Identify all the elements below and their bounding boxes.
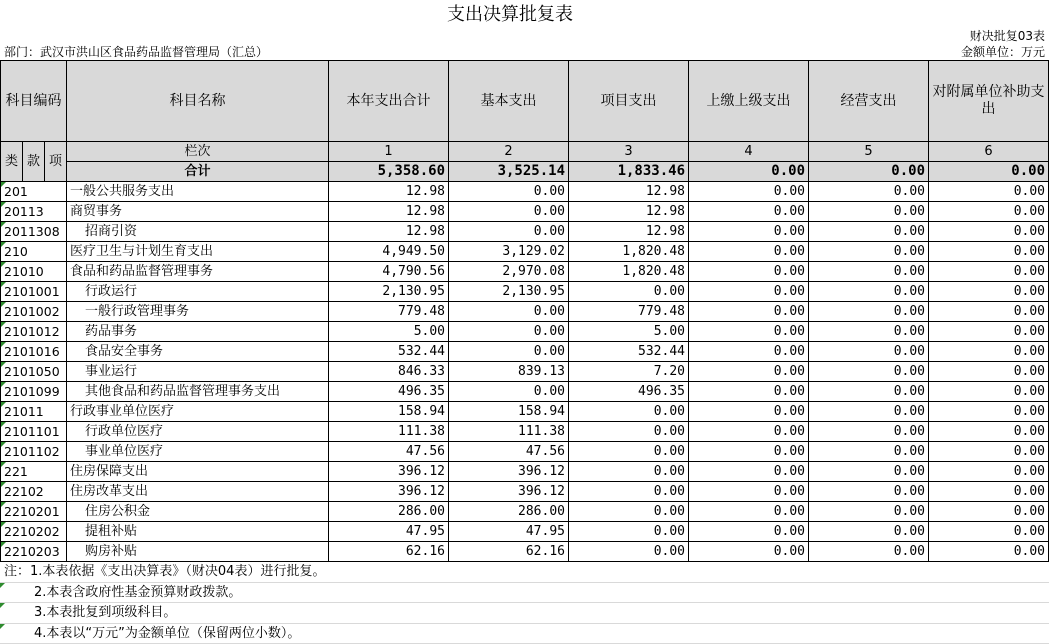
- row-value-5[interactable]: 0.00: [809, 342, 929, 362]
- row-value-6[interactable]: 0.00: [929, 322, 1049, 342]
- row-value-3[interactable]: 0.00: [569, 502, 689, 522]
- comment-marker: [0, 583, 5, 588]
- row-code-text: 2101099: [4, 384, 60, 399]
- row-name[interactable]: 一般公共服务支出: [67, 182, 329, 202]
- row-value-5[interactable]: 0.00: [809, 502, 929, 522]
- row-value-4[interactable]: 0.00: [689, 482, 809, 502]
- row-value-2[interactable]: 396.12: [449, 462, 569, 482]
- row-value-2[interactable]: 0.00: [449, 202, 569, 222]
- row-value-1[interactable]: 12.98: [329, 182, 449, 202]
- row-value-6[interactable]: 0.00: [929, 182, 1049, 202]
- row-name[interactable]: 行政单位医疗: [67, 422, 329, 442]
- row-name[interactable]: 行政运行: [67, 282, 329, 302]
- table-row: [1, 542, 1049, 562]
- note-1-text: 注：1.本表依据《支出决算表》（财决04表）进行批复。: [0, 562, 325, 582]
- row-code-text: 2101012: [4, 324, 60, 339]
- row-value-1[interactable]: 779.48: [329, 302, 449, 322]
- row-value-6[interactable]: 0.00: [929, 542, 1049, 562]
- row-value-5[interactable]: 0.00: [809, 322, 929, 342]
- comment-marker: [1, 362, 6, 367]
- row-value-2[interactable]: 0.00: [449, 322, 569, 342]
- row-value-5[interactable]: 0.00: [809, 222, 929, 242]
- row-code-text: 2101016: [4, 344, 60, 359]
- row-code-text: 2210203: [4, 544, 60, 559]
- row-value-6[interactable]: 0.00: [929, 442, 1049, 462]
- note-3-text: 3.本表批复到项级科目。: [0, 603, 176, 623]
- row-code[interactable]: [1, 542, 67, 562]
- col-number-3[interactable]: 3: [569, 142, 689, 162]
- total-value-1[interactable]: 5,358.60: [329, 162, 449, 182]
- row-code[interactable]: [1, 402, 67, 422]
- row-value-6[interactable]: 0.00: [929, 502, 1049, 522]
- row-name[interactable]: 其他食品和药品监督管理事务支出: [67, 382, 329, 402]
- row-name[interactable]: 食品和药品监督管理事务: [67, 262, 329, 282]
- row-value-3[interactable]: 12.98: [569, 182, 689, 202]
- row-value-3[interactable]: 5.00: [569, 322, 689, 342]
- unit-label: 金额单位：万元: [961, 44, 1045, 60]
- comment-marker: [1, 522, 6, 527]
- col-number-5[interactable]: 5: [809, 142, 929, 162]
- row-value-3[interactable]: 496.35: [569, 382, 689, 402]
- row-code[interactable]: [1, 362, 67, 382]
- row-value-3[interactable]: 12.98: [569, 222, 689, 242]
- comment-marker: [1, 342, 6, 347]
- table-row: [1, 302, 1049, 322]
- row-value-5[interactable]: 0.00: [809, 382, 929, 402]
- note-2-text: 2.本表含政府性基金预算财政拨款。: [0, 583, 241, 603]
- row-value-4[interactable]: 0.00: [689, 422, 809, 442]
- row-value-1[interactable]: 4,790.56: [329, 262, 449, 282]
- table-row: [1, 362, 1049, 382]
- row-value-4[interactable]: 0.00: [689, 342, 809, 362]
- table-title: 支出决算批复表: [0, 0, 1020, 30]
- row-value-4[interactable]: 0.00: [689, 362, 809, 382]
- row-code-text: 2101050: [4, 364, 60, 379]
- row-name[interactable]: 一般行政管理事务: [67, 302, 329, 322]
- row-code-text: 2101002: [4, 304, 60, 319]
- row-value-4[interactable]: 0.00: [689, 242, 809, 262]
- table-row: [1, 202, 1049, 222]
- total-value-3[interactable]: 1,833.46: [569, 162, 689, 182]
- total-label[interactable]: 合计: [67, 162, 329, 182]
- row-code-text: 21010: [4, 264, 44, 279]
- row-value-2[interactable]: 2,970.08: [449, 262, 569, 282]
- row-code-text: 2101102: [4, 444, 60, 459]
- comment-marker: [1, 502, 6, 507]
- total-value-6[interactable]: 0.00: [929, 162, 1049, 182]
- row-value-1[interactable]: 286.00: [329, 502, 449, 522]
- row-name[interactable]: 药品事务: [67, 322, 329, 342]
- comment-marker: [1, 182, 6, 187]
- row-value-4[interactable]: 0.00: [689, 502, 809, 522]
- total-row: [1, 162, 1049, 182]
- row-value-4[interactable]: 0.00: [689, 282, 809, 302]
- row-code[interactable]: [1, 482, 67, 502]
- row-value-5[interactable]: 0.00: [809, 242, 929, 262]
- row-name[interactable]: 医疗卫生与计划生育支出: [67, 242, 329, 262]
- row-value-4[interactable]: 0.00: [689, 402, 809, 422]
- row-code[interactable]: [1, 442, 67, 462]
- total-value-2[interactable]: 3,525.14: [449, 162, 569, 182]
- comment-marker: [1, 202, 6, 207]
- row-code-text: 2101001: [4, 284, 60, 299]
- row-value-5[interactable]: 0.00: [809, 202, 929, 222]
- row-value-3[interactable]: 0.00: [569, 522, 689, 542]
- comment-marker: [1, 542, 6, 547]
- row-value-1[interactable]: 4,949.50: [329, 242, 449, 262]
- row-value-2[interactable]: 0.00: [449, 222, 569, 242]
- row-value-1[interactable]: 47.95: [329, 522, 449, 542]
- comment-marker: [0, 603, 5, 608]
- row-value-5[interactable]: 0.00: [809, 302, 929, 322]
- expenditure-table: [0, 60, 1049, 562]
- row-value-4[interactable]: 0.00: [689, 522, 809, 542]
- row-value-2[interactable]: 0.00: [449, 382, 569, 402]
- table-row: [1, 382, 1049, 402]
- row-name[interactable]: 食品安全事务: [67, 342, 329, 362]
- col-number-6[interactable]: 6: [929, 142, 1049, 162]
- row-value-3[interactable]: 1,820.48: [569, 242, 689, 262]
- row-value-4[interactable]: 0.00: [689, 222, 809, 242]
- row-code-text: 2210202: [4, 524, 60, 539]
- row-name[interactable]: 行政事业单位医疗: [67, 402, 329, 422]
- table-row: [1, 422, 1049, 442]
- header-name[interactable]: 科目名称: [67, 61, 329, 142]
- comment-marker: [1, 442, 6, 447]
- row-value-4[interactable]: 0.00: [689, 202, 809, 222]
- row-value-5[interactable]: 0.00: [809, 442, 929, 462]
- row-value-1[interactable]: 532.44: [329, 342, 449, 362]
- row-value-3[interactable]: 0.00: [569, 542, 689, 562]
- table-row: [1, 482, 1049, 502]
- row-value-5[interactable]: 0.00: [809, 482, 929, 502]
- table-row: [1, 242, 1049, 262]
- row-value-5[interactable]: 0.00: [809, 262, 929, 282]
- note-1[interactable]: [0, 562, 1049, 583]
- row-value-2[interactable]: 0.00: [449, 182, 569, 202]
- row-value-1[interactable]: 62.16: [329, 542, 449, 562]
- header-lanci[interactable]: 栏次: [67, 142, 329, 162]
- row-code[interactable]: [1, 422, 67, 442]
- row-value-5[interactable]: 0.00: [809, 422, 929, 442]
- row-value-4[interactable]: 0.00: [689, 442, 809, 462]
- comment-marker: [1, 282, 6, 287]
- row-value-6[interactable]: 0.00: [929, 222, 1049, 242]
- row-value-1[interactable]: 158.94: [329, 402, 449, 422]
- row-value-3[interactable]: 1,820.48: [569, 262, 689, 282]
- header-col-2[interactable]: 基本支出: [449, 61, 569, 142]
- row-code[interactable]: [1, 322, 67, 342]
- row-value-1[interactable]: 12.98: [329, 202, 449, 222]
- row-value-5[interactable]: 0.00: [809, 522, 929, 542]
- row-value-6[interactable]: 0.00: [929, 422, 1049, 442]
- row-value-1[interactable]: 111.38: [329, 422, 449, 442]
- comment-marker: [0, 624, 5, 629]
- comment-marker: [1, 382, 6, 387]
- row-value-6[interactable]: 0.00: [929, 242, 1049, 262]
- header-col-1[interactable]: 本年支出合计: [329, 61, 449, 142]
- note-3[interactable]: [0, 603, 1049, 624]
- header-xiang[interactable]: 项: [45, 142, 67, 182]
- row-value-1[interactable]: 396.12: [329, 482, 449, 502]
- row-value-6[interactable]: 0.00: [929, 402, 1049, 422]
- row-value-1[interactable]: 2,130.95: [329, 282, 449, 302]
- row-code[interactable]: [1, 462, 67, 482]
- header-col-3[interactable]: 项目支出: [569, 61, 689, 142]
- note-4-text: 4.本表以“万元”为金额单位（保留两位小数）。: [0, 624, 300, 644]
- row-value-2[interactable]: 0.00: [449, 302, 569, 322]
- col-number-4[interactable]: 4: [689, 142, 809, 162]
- row-name[interactable]: 提租补贴: [67, 522, 329, 542]
- row-code[interactable]: [1, 342, 67, 362]
- row-code[interactable]: [1, 282, 67, 302]
- row-name[interactable]: 招商引资: [67, 222, 329, 242]
- header-lei[interactable]: 类: [1, 142, 23, 182]
- comment-marker: [1, 222, 6, 227]
- row-name[interactable]: 住房改革支出: [67, 482, 329, 502]
- row-value-6[interactable]: 0.00: [929, 522, 1049, 542]
- row-value-6[interactable]: 0.00: [929, 382, 1049, 402]
- row-value-1[interactable]: 47.56: [329, 442, 449, 462]
- row-value-2[interactable]: 47.56: [449, 442, 569, 462]
- row-value-5[interactable]: 0.00: [809, 282, 929, 302]
- row-value-5[interactable]: 0.00: [809, 362, 929, 382]
- row-value-2[interactable]: 62.16: [449, 542, 569, 562]
- row-value-2[interactable]: 3,129.02: [449, 242, 569, 262]
- row-code-text: 21011: [4, 404, 44, 419]
- row-value-6[interactable]: 0.00: [929, 302, 1049, 322]
- row-code[interactable]: [1, 522, 67, 542]
- row-value-2[interactable]: 0.00: [449, 342, 569, 362]
- table-row: [1, 322, 1049, 342]
- row-code-text: 210: [4, 244, 28, 259]
- row-code[interactable]: [1, 222, 67, 242]
- row-name[interactable]: 事业运行: [67, 362, 329, 382]
- row-value-1[interactable]: 846.33: [329, 362, 449, 382]
- row-value-4[interactable]: 0.00: [689, 382, 809, 402]
- row-value-4[interactable]: 0.00: [689, 182, 809, 202]
- form-code: 财决批复03表: [970, 28, 1045, 44]
- notes-section: [0, 562, 1049, 644]
- row-code[interactable]: [1, 502, 67, 522]
- row-value-6[interactable]: 0.00: [929, 362, 1049, 382]
- comment-marker: [1, 422, 6, 427]
- total-value-4[interactable]: 0.00: [689, 162, 809, 182]
- row-value-4[interactable]: 0.00: [689, 302, 809, 322]
- row-value-5[interactable]: 0.00: [809, 542, 929, 562]
- comment-marker: [1, 402, 6, 407]
- row-value-4[interactable]: 0.00: [689, 462, 809, 482]
- row-code[interactable]: [1, 202, 67, 222]
- comment-marker: [1, 482, 6, 487]
- row-value-6[interactable]: 0.00: [929, 202, 1049, 222]
- col-number-1[interactable]: 1: [329, 142, 449, 162]
- row-code-text: 2210201: [4, 504, 60, 519]
- row-value-5[interactable]: 0.00: [809, 462, 929, 482]
- header-code[interactable]: 科目编码: [1, 61, 67, 142]
- row-code-text: 201: [4, 184, 28, 199]
- row-name[interactable]: 住房保障支出: [67, 462, 329, 482]
- row-value-2[interactable]: 158.94: [449, 402, 569, 422]
- row-value-6[interactable]: 0.00: [929, 342, 1049, 362]
- table-row: [1, 262, 1049, 282]
- comment-marker: [1, 262, 6, 267]
- row-code[interactable]: [1, 262, 67, 282]
- department-label: 部门：武汉市洪山区食品药品监督管理局（汇总）: [4, 44, 268, 60]
- row-code-text: 22102: [4, 484, 44, 499]
- subheader-row: [1, 142, 1049, 162]
- row-value-3[interactable]: 7.20: [569, 362, 689, 382]
- header-row: [1, 61, 1049, 142]
- row-value-3[interactable]: 779.48: [569, 302, 689, 322]
- row-code-text: 2101101: [4, 424, 60, 439]
- table-row: [1, 502, 1049, 522]
- row-value-1[interactable]: 396.12: [329, 462, 449, 482]
- row-value-3[interactable]: 0.00: [569, 422, 689, 442]
- row-value-2[interactable]: 111.38: [449, 422, 569, 442]
- row-value-3[interactable]: 0.00: [569, 402, 689, 422]
- row-value-5[interactable]: 0.00: [809, 182, 929, 202]
- table-row: [1, 402, 1049, 422]
- total-value-5[interactable]: 0.00: [809, 162, 929, 182]
- table-row: [1, 222, 1049, 242]
- row-code-text: 20113: [4, 204, 44, 219]
- col-number-2[interactable]: 2: [449, 142, 569, 162]
- row-value-6[interactable]: 0.00: [929, 282, 1049, 302]
- row-value-3[interactable]: 532.44: [569, 342, 689, 362]
- row-value-3[interactable]: 0.00: [569, 462, 689, 482]
- table-row: [1, 282, 1049, 302]
- header-col-6[interactable]: 对附属单位补助支出: [929, 61, 1049, 142]
- table-row: [1, 342, 1049, 362]
- header-kuan[interactable]: 款: [23, 142, 45, 182]
- row-value-3[interactable]: 0.00: [569, 482, 689, 502]
- row-value-1[interactable]: 12.98: [329, 222, 449, 242]
- row-code[interactable]: [1, 242, 67, 262]
- table-row: [1, 462, 1049, 482]
- table-body: [1, 182, 1049, 562]
- row-value-4[interactable]: 0.00: [689, 322, 809, 342]
- header-col-5[interactable]: 经营支出: [809, 61, 929, 142]
- row-value-1[interactable]: 5.00: [329, 322, 449, 342]
- table-row: [1, 182, 1049, 202]
- row-value-2[interactable]: 839.13: [449, 362, 569, 382]
- row-value-2[interactable]: 396.12: [449, 482, 569, 502]
- row-name[interactable]: 购房补贴: [67, 542, 329, 562]
- row-value-3[interactable]: 0.00: [569, 442, 689, 462]
- header-col-4[interactable]: 上缴上级支出: [689, 61, 809, 142]
- row-value-2[interactable]: 286.00: [449, 502, 569, 522]
- row-name[interactable]: 事业单位医疗: [67, 442, 329, 462]
- row-value-5[interactable]: 0.00: [809, 402, 929, 422]
- row-code[interactable]: [1, 382, 67, 402]
- row-name[interactable]: 住房公积金: [67, 502, 329, 522]
- row-value-3[interactable]: 0.00: [569, 282, 689, 302]
- comment-marker: [1, 242, 6, 247]
- table-row: [1, 522, 1049, 542]
- comment-marker: [1, 302, 6, 307]
- row-code-text: 2011308: [4, 224, 60, 239]
- row-value-4[interactable]: 0.00: [689, 542, 809, 562]
- row-value-4[interactable]: 0.00: [689, 262, 809, 282]
- row-code[interactable]: [1, 182, 67, 202]
- comment-marker: [1, 322, 6, 327]
- row-value-2[interactable]: 47.95: [449, 522, 569, 542]
- row-value-2[interactable]: 2,130.95: [449, 282, 569, 302]
- row-name[interactable]: 商贸事务: [67, 202, 329, 222]
- row-value-1[interactable]: 496.35: [329, 382, 449, 402]
- row-code-text: 221: [4, 464, 28, 479]
- note-2[interactable]: [0, 583, 1049, 604]
- row-value-6[interactable]: 0.00: [929, 462, 1049, 482]
- table-row: [1, 442, 1049, 462]
- row-value-6[interactable]: 0.00: [929, 482, 1049, 502]
- row-value-6[interactable]: 0.00: [929, 262, 1049, 282]
- comment-marker: [1, 462, 6, 467]
- row-code[interactable]: [1, 302, 67, 322]
- row-value-3[interactable]: 12.98: [569, 202, 689, 222]
